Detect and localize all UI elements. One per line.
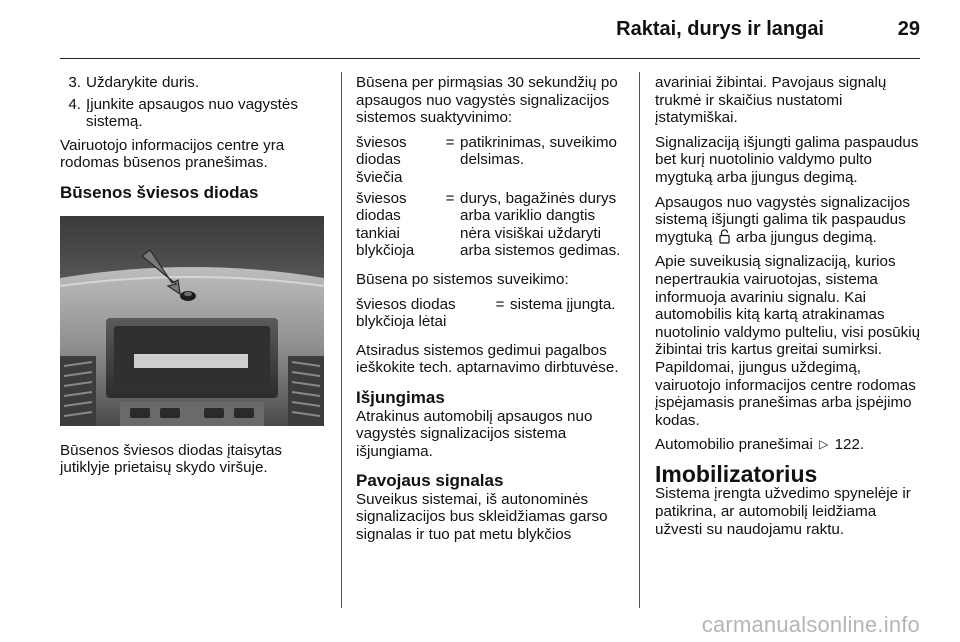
unlock-text-after: arba įjungus degimą. [735,228,877,246]
column-divider-1 [341,72,342,608]
status-description: sistema įjungta. [510,295,616,313]
step-list [60,74,324,131]
alarm-cancel-paragraph: Signalizaciją išjungti galima paspaudus bet kurį nuotolinio valdymo pulto mygtuką arba įjungus degimą. [655,133,919,186]
page-number: 29 [897,18,920,40]
step-text: Uždarykite duris. [86,74,200,91]
step-text: Įjunkite apsaugos nuo vagystės sistemą. [86,95,298,131]
column-3 [655,74,923,545]
section-heading-immobiliser: Imobilizatorius [655,460,818,487]
step-item [60,96,324,131]
unlock-button-paragraph [655,194,923,247]
intro-paragraph: Vairuotojo informacijos centre yra rodomas būsenos pranešimas. [60,136,285,172]
status-table-armed [356,296,624,334]
unlock-text-before: Apsaugos nuo vagystės signalizacijos sistemą išjungti galima tik paspaudus mygtuką [655,193,910,246]
alarm-continued-paragraph: avariniai žibintai. Pavojaus signalų trukmė ir skaičius nustatomi įstatymiškai. [655,74,887,127]
status-description: durys, bagažinės durys arba variklio dangtis nėra visiškai uždaryti arba sistemos gedimas. [460,189,621,260]
reference-text: Automobilio pranešimai [655,436,813,454]
status-description: patikrinimas, suveikimo delsimas. [460,133,617,169]
status-intro-paragraph: Būsena per pirmąsias 30 sekundžių po apsaugos nuo vagystės signalizacijos sistemos suaktyvinimo: [356,74,618,127]
equals-sign: = [445,189,455,207]
equals-sign: = [445,133,455,151]
section-heading-alarm: Pavojaus signalas [356,471,504,491]
column-2 [356,74,624,551]
step-number: 4. [68,95,81,113]
watermark: carmanualsonline.info [701,612,920,637]
step-item [60,74,324,92]
column-divider-2 [639,72,640,608]
section-heading-deactivation: Išjungimas [356,387,445,407]
xref-triangle-icon: ▷ [819,437,829,452]
status-term: šviesos diodas blykčioja lėtai [356,295,456,331]
alarm-info-paragraph: Apie suveikusią signalizaciją, kurios nepertraukia vairuotojas, sistema informuoja avariniu signalu. Kai automobilis kitą kartą atrakinamas nuotolinio valdymo pulteliu, visi posūkių žibintai tris kartus greitai sumirksi. Papildomai, įjungus uždegimą, vairuotojo informacijos centre rodomas įspėjamasis pranešimas arba įspėjimo kodas. [655,253,921,429]
dashboard-illustration [60,216,324,426]
fault-paragraph: Atsiradus sistemos gedimui pagalbos ieškokite tech. aptarnavimo dirbtuvėse. [356,341,619,377]
section-heading-status-led: Būsenos šviesos diodas [60,182,259,202]
status-table-initial [356,134,624,263]
step-number: 3. [68,74,81,91]
unlock-icon [719,229,730,244]
header-rule [60,58,920,59]
table-row [356,134,624,190]
table-row [356,296,624,334]
reference-page-link[interactable]: 122. [834,436,865,454]
vehicle-messages-reference [655,436,923,454]
column-1 [60,74,324,484]
status-after-paragraph: Būsena po sistemos suveikimo: [356,270,569,288]
table-row [356,190,624,263]
equals-sign: = [495,295,505,313]
status-term: šviesos diodas šviečia [356,133,407,186]
dashboard-photo [60,216,324,426]
header-title: Raktai, durys ir langai [616,18,824,40]
status-term: šviesos diodas tankiai blykčioja [356,189,415,260]
immobiliser-paragraph: Sistema įrengta užvedimo spynelėje ir patikrina, ar automobilį leidžiama užvesti su naudojamu raktu. [655,485,911,538]
photo-caption: Būsenos šviesos diodas įtaisytas jutiklyje prietaisų skydo viršuje. [60,441,283,477]
deactivation-paragraph: Atrakinus automobilį apsaugos nuo vagystės signalizacijos sistema išjungiama. [356,407,593,460]
alarm-paragraph: Suveikus sistemai, iš autonominės signalizacijos bus skleidžiamas garso signalas ir tuo pat metu blykčios [356,490,608,544]
